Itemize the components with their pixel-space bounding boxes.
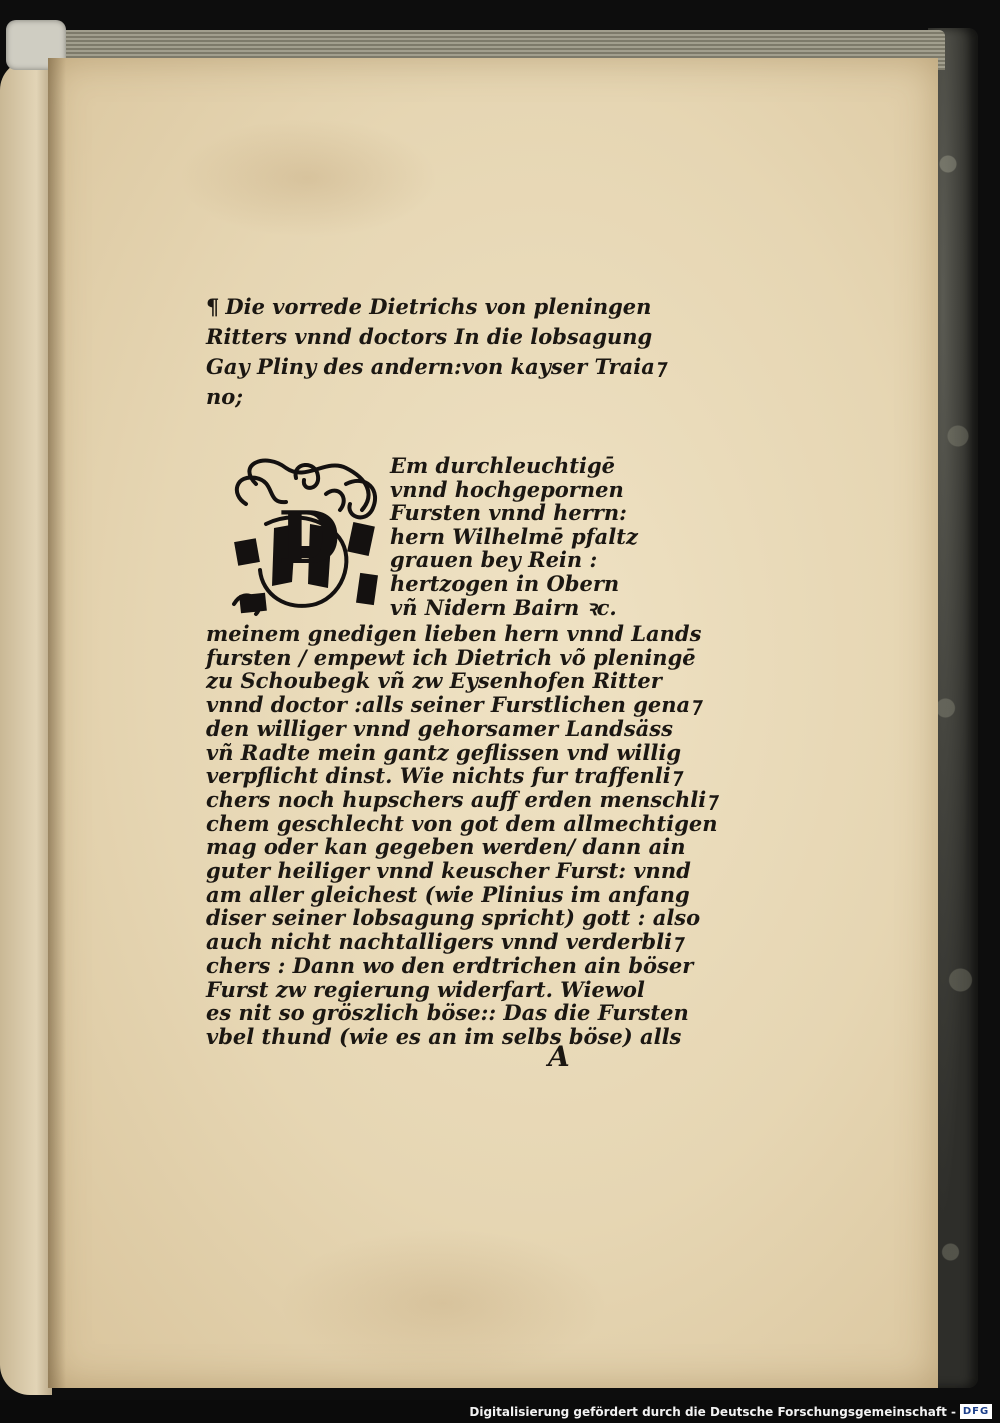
pilcrow-mark: ¶ <box>206 294 220 319</box>
text-line: vnnd hochgepornen <box>390 476 624 502</box>
text-line: fursten / empewt ich Dietrich võ pleningē <box>206 644 696 670</box>
text-line: diser seiner lobsagung spricht) gott : also <box>206 905 701 931</box>
text-line: zu Schoubegk vñ zw Eysenhofen Ritter <box>206 668 662 694</box>
text-block <box>206 292 718 1049</box>
text-line: den williger vnnd gehorsamer Landsäss <box>206 715 673 741</box>
text-line: vñ Radte mein gantz geflissen vnd willig <box>206 739 682 765</box>
funding-credit: Digitalisierung gefördert durch die Deutsche Forschungsgemeinschaft - <box>469 1405 956 1419</box>
text-line: chers noch hupschers auff erden menschli⁊ <box>206 786 717 812</box>
heading <box>206 292 666 412</box>
text-line: es nit so gröszlich böse:: Das die Fursten <box>206 1000 689 1026</box>
dfg-logo: DFG <box>960 1404 992 1419</box>
text-line: guter heiliger vnnd keuscher Furst: vnnd <box>206 858 691 884</box>
text-line: hertzogen in Obern <box>390 570 620 596</box>
text-line: Furst zw regierung widerfart. Wiewol <box>206 976 645 1002</box>
text-line: vñ Nidern Bairn ꝛc. <box>390 594 617 620</box>
text-line: chers : Dann wo den erdtrichen ain böser <box>206 952 694 978</box>
text-line: hern Wilhelmē pfaltz <box>390 523 638 549</box>
text-line: am aller gleichest (wie Plinius im anfang <box>206 881 690 907</box>
text-line: meinem gnedigen lieben hern vnnd Lands <box>206 621 702 646</box>
left-page-edge <box>0 60 52 1395</box>
initial-letter: D <box>278 495 341 580</box>
indented-lines <box>390 454 638 619</box>
signature-mark: A <box>548 1040 570 1073</box>
heading-line: no; <box>206 384 244 409</box>
heading-line <box>206 292 652 322</box>
heading-line: Gay Pliny des andern:von kayser Traia⁊ <box>206 354 666 379</box>
text-line: mag oder kan gegeben werden/ dann ain <box>206 834 686 860</box>
heading-line-text: Die vorrede Dietrichs von pleningen <box>225 294 652 319</box>
page-gutter-shadow <box>48 58 66 1388</box>
text-line: Fursten vnnd herrn: <box>390 500 627 526</box>
body-text <box>206 621 718 1049</box>
heading-line: Ritters vnnd doctors In die lobsagung <box>206 324 653 349</box>
text-line: verpflicht dinst. Wie nichts fur traffenli⁊ <box>206 763 682 789</box>
text-line: grauen bey Rein : <box>390 547 598 573</box>
footer-bar <box>0 1400 1000 1423</box>
decorated-initial <box>226 454 384 620</box>
text-line: vnnd doctor :alls seiner Furstlichen gena⁊ <box>206 692 701 718</box>
text-line: vbel thund (wie es an im selbs böse) alls <box>206 1023 682 1049</box>
text-line: auch nicht nachtalligers vnnd verderbli⁊ <box>206 929 683 955</box>
initial-section <box>206 453 638 620</box>
text-line: Em durchleuchtigē <box>390 453 615 478</box>
text-line: chem geschlecht von got dem allmechtigen <box>206 810 718 836</box>
